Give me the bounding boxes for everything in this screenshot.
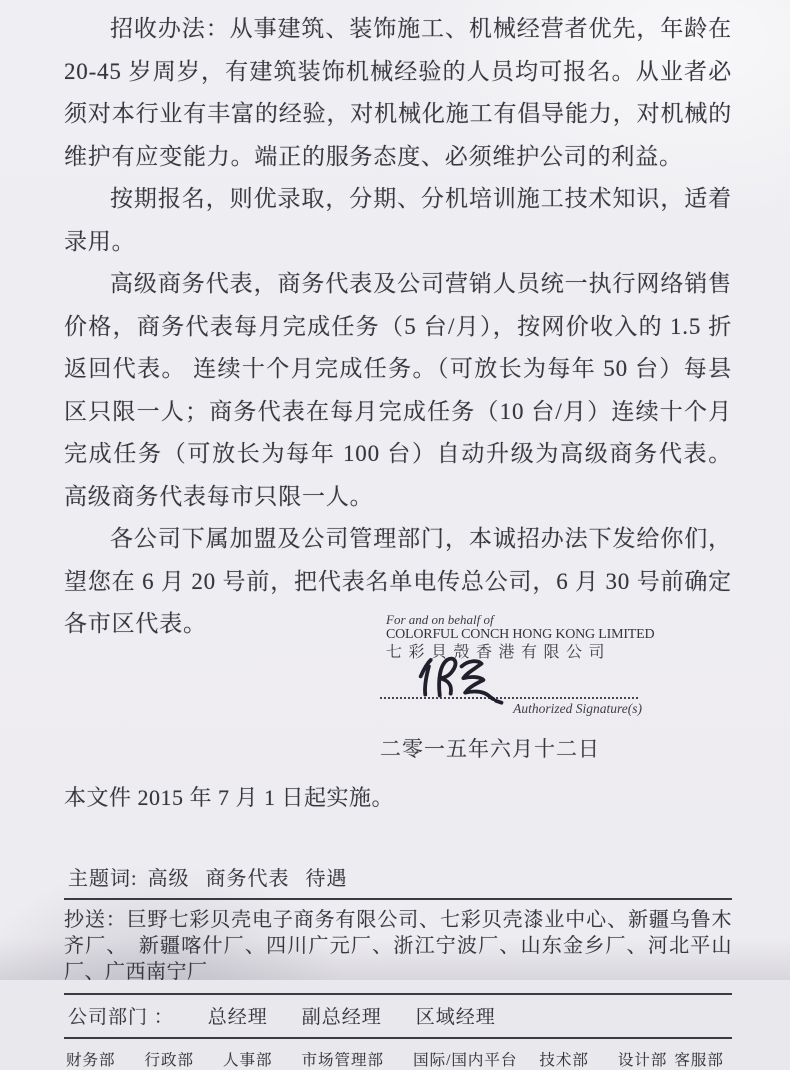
subject-keywords-row bbox=[64, 862, 732, 900]
company-name-chinese: 七彩貝殼香港有限公司 bbox=[386, 644, 612, 662]
document-date: 二零一五年六月十二日 bbox=[380, 737, 600, 762]
department-item: 区域经理 bbox=[415, 1007, 496, 1029]
department-item: 市场管理部 bbox=[301, 1052, 385, 1070]
company-department-row bbox=[64, 995, 732, 1039]
cc-recipients: 巨野七彩贝壳电子商务有限公司、七彩贝壳漆业中心、新疆乌鲁木齐厂、 新疆喀什厂、四川广元厂、浙江宁波厂、山东金乡厂、河北平山厂、广西南宁厂 bbox=[64, 909, 733, 984]
department-item: 技术部 bbox=[539, 1052, 589, 1070]
signature-dotted-line bbox=[380, 663, 638, 699]
signature-preamble: For and on behalf of bbox=[386, 611, 494, 627]
company-name-english: COLORFUL CONCH HONG KONG LIMITED bbox=[386, 626, 655, 642]
paragraph-representative-terms: 高级商务代表，商务代表及公司营销人员统一执行网络销售价格，商务代表每月完成任务（5 台/月），按网价收入的 1.5 折返回代表。 连续十个月完成任务。（可放长为每年 50 台）每县区只限一人；商务代表在每月完成任务（10 台/月）连续十个月完成任务（可放长为每年 100 台）自动升级为高级商务代表。高级商务代表每市只限一人。 bbox=[64, 271, 732, 509]
handwritten-signature-icon bbox=[408, 651, 526, 709]
cc-label: 抄送： bbox=[64, 909, 127, 932]
authorized-signature-caption: Authorized Signature(s) bbox=[513, 701, 642, 717]
document-body bbox=[64, 8, 732, 646]
department-item: 总经理 bbox=[207, 1007, 268, 1029]
cc-row bbox=[64, 900, 732, 995]
effective-note: 本文件 2015 年 7 月 1 日起实施。 bbox=[64, 785, 395, 811]
paragraph-distribution-request: 各公司下属加盟及公司管理部门，本诚招办法下发给你们，望您在 6 月 20 号前，把代表名单电传总公司，6 月 30 号前确定各市区代表。 bbox=[64, 526, 732, 636]
subject-label: 主题词: bbox=[68, 868, 138, 891]
department-item: 设计部 bbox=[617, 1052, 668, 1070]
department-item: 行政部 bbox=[144, 1052, 195, 1070]
department-item: 人事部 bbox=[223, 1052, 273, 1070]
signature-stamp-block bbox=[386, 611, 655, 718]
department-item: 财务部 bbox=[66, 1052, 116, 1070]
department-item: 客服部 bbox=[674, 1052, 724, 1070]
paragraph-recruitment-method: 招收办法：从事建筑、装饰施工、机械经营者优先，年龄在 20-45 岁周岁，有建筑装饰机械经验的人员均可报名。从业者必须对本行业有丰富的经验，对机械化施工有倡导能力，对机械的维护有应变能力。端正的服务态度、必须维护公司的利益。 bbox=[64, 16, 732, 169]
department-item: 国际/国内平台 bbox=[413, 1052, 518, 1070]
bottom-departments-row bbox=[64, 1039, 732, 1070]
paragraph-enrollment: 按期报名，则优录取，分期、分机培训施工技术知识，适着录用。 bbox=[64, 186, 732, 254]
department-row-label: 公司部门 ： bbox=[68, 1007, 174, 1029]
subject-keywords: 高级 商务代表 待遇 bbox=[147, 868, 348, 891]
department-item: 副总经理 bbox=[301, 1007, 382, 1029]
